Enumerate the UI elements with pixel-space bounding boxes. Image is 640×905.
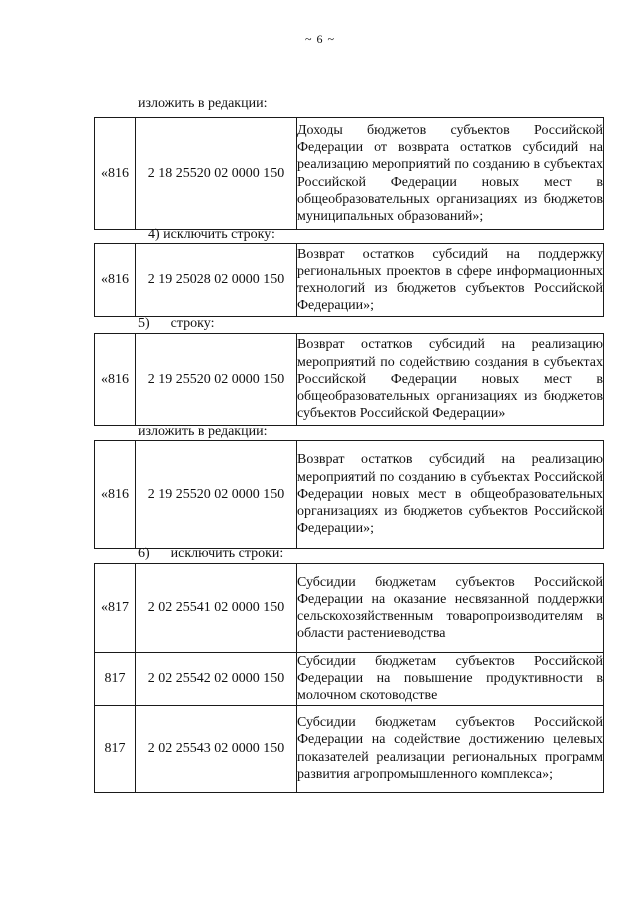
income-name-cell: Субсидии бюджетам субъектов Российской Федерации на оказание несвязанной поддержки сельскохозяйственным товаропроизводителям в области растениеводства — [297, 564, 604, 653]
table-row — [95, 441, 604, 549]
budget-code-cell: 2 02 25543 02 0000 150 — [136, 705, 297, 792]
admin-code-cell: «817 — [95, 564, 136, 653]
budget-code-cell: 2 19 25520 02 0000 150 — [136, 334, 297, 426]
table-row — [95, 564, 604, 653]
admin-code-cell: «816 — [95, 244, 136, 317]
admin-code-cell: «816 — [95, 441, 136, 549]
income-name-cell: Возврат остатков субсидий на поддержку региональных проектов в сфере информационных технологий из бюджетов субъектов Российской Федерации»; — [297, 244, 604, 317]
table-row — [95, 118, 604, 230]
code-table — [94, 333, 604, 426]
budget-code-cell: 2 02 25542 02 0000 150 — [136, 653, 297, 706]
income-name-cell: Возврат остатков субсидий на реализацию мероприятий по содействию создания в субъектах Российской Федерации новых мест в общеобразовательных организациях из бюджетов субъектов Российской Федерации» — [297, 334, 604, 426]
table-row — [95, 653, 604, 706]
block-intro: 4) исключить строку: — [148, 227, 275, 242]
admin-code-cell: «816 — [95, 334, 136, 426]
page-number: ~ 6 ~ — [305, 32, 335, 46]
block-intro: 6) исключить строки: — [138, 546, 284, 561]
table-row — [95, 334, 604, 426]
code-table — [94, 117, 604, 230]
income-name-cell: Субсидии бюджетам субъектов Российской Федерации на повышение продуктивности в молочном скотоводстве — [297, 654, 603, 704]
admin-code-cell: «816 — [95, 118, 136, 230]
income-name-cell: Субсидии бюджетам субъектов Российской Федерации на содействие достижению целевых показателей реализации региональных программ развития агропромышленного комплекса»; — [297, 705, 604, 792]
code-table — [94, 563, 604, 793]
budget-code-cell: 2 19 25028 02 0000 150 — [136, 244, 297, 317]
table-row — [95, 244, 604, 317]
budget-code-cell: 2 18 25520 02 0000 150 — [136, 118, 297, 230]
income-name-cell: Доходы бюджетов субъектов Российской Федерации от возврата остатков субсидий на реализацию мероприятий по созданию в субъектах Российской Федерации новых мест в общеобразовательных организациях из бюджетов муниципальных образований»; — [297, 118, 604, 230]
budget-code-cell: 2 19 25520 02 0000 150 — [136, 441, 297, 549]
admin-code-cell: 817 — [95, 705, 136, 792]
admin-code-cell: 817 — [95, 653, 136, 706]
code-table — [94, 243, 604, 317]
budget-code-cell: 2 02 25541 02 0000 150 — [136, 564, 297, 653]
block-intro: 5) строку: — [138, 316, 215, 331]
code-table — [94, 440, 604, 549]
income-name-cell: Возврат остатков субсидий на реализацию мероприятий по созданию в субъектах Российской Федерации новых мест в общеобразовательных организациях из бюджетов субъектов Российской Федерации»; — [297, 441, 604, 549]
block-intro: изложить в редакции: — [138, 424, 268, 439]
table-row — [95, 705, 604, 792]
block-intro: изложить в редакции: — [138, 96, 268, 111]
